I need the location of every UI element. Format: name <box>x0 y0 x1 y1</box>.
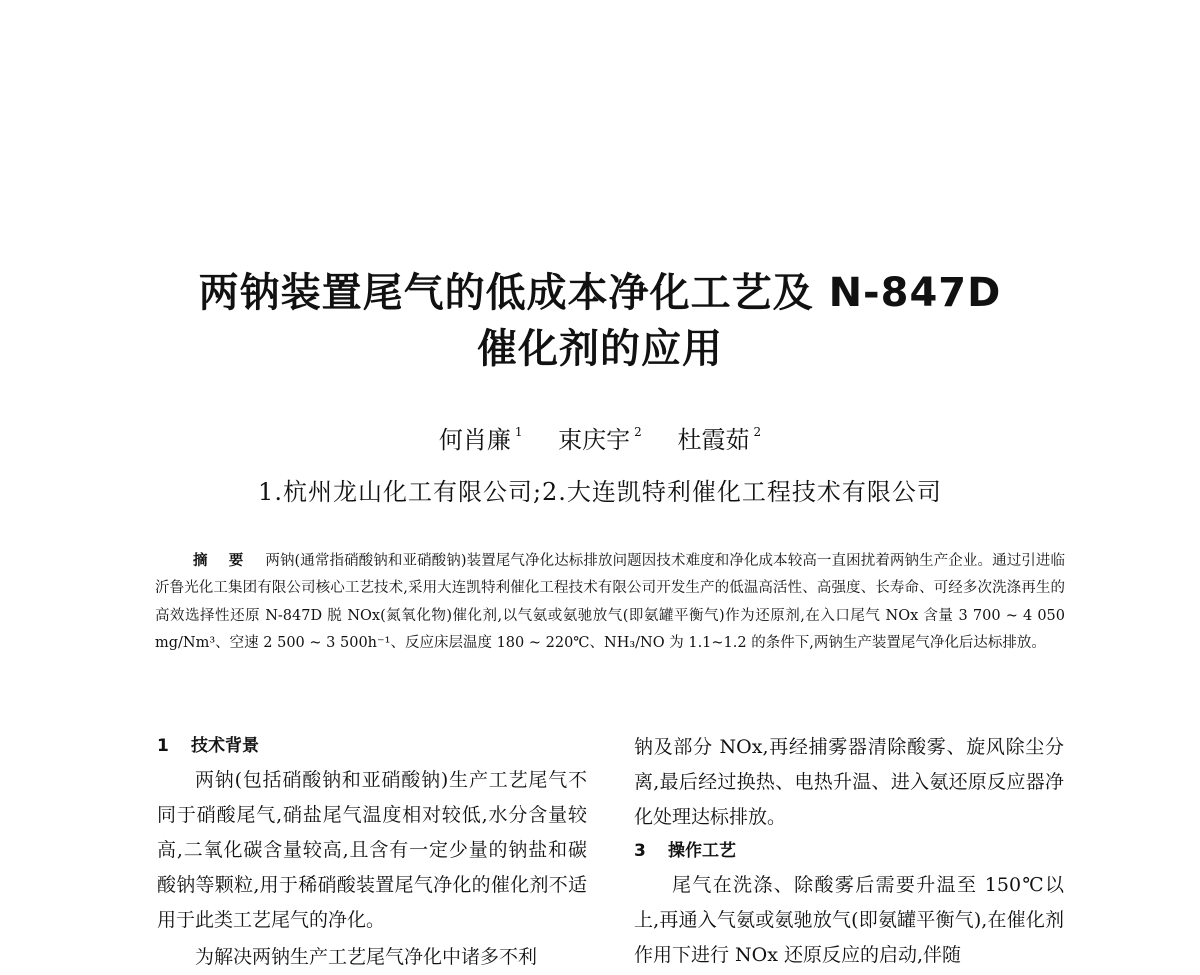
author <box>677 426 761 454</box>
author-affiliation-mark: 2 <box>753 425 762 439</box>
body-paragraph: 两钠(包括硝酸钠和亚硝酸钠)生产工艺尾气不同于硝酸尾气,硝盐尾气温度相对较低,水分含量较高,二氧化碳含量较高,且含有一定少量的钠盐和碳酸钠等颗粒,用于稀硝酸装置尾气净化的催化剂不适用于此类工艺尾气的净化。 <box>157 769 587 931</box>
author-name: 何肖廉 <box>438 426 511 454</box>
author <box>558 426 642 454</box>
author-name: 束庆宇 <box>558 426 631 454</box>
author-affiliation-mark: 2 <box>634 425 642 439</box>
left-column <box>157 730 587 975</box>
body-paragraph: 为解决两钠生产工艺尾气净化中诸多不利 <box>195 946 538 968</box>
abstract-label: 摘 要 <box>193 552 252 569</box>
section-number: 3 <box>634 841 646 861</box>
body-paragraph: 尾气在洗涤、除酸雾后需要升温至 150℃以上,再通入气氨或氨驰放气(即氨罐平衡气),在催化剂作用下进行 NOx 还原反应的启动,伴随 <box>634 874 1064 966</box>
paper-title-line-1: 两钠装置尾气的低成本净化工艺及 N-847D <box>198 270 1002 316</box>
author <box>439 426 523 454</box>
body-paragraph-continued: 钠及部分 NOx,再经捕雾器清除酸雾、旋风除尘分离,最后经过换热、电热升温、进入氨还原反应器净化处理达标排放。 <box>634 736 1064 828</box>
section-title: 技术背景 <box>191 736 259 756</box>
section-number: 1 <box>157 736 169 756</box>
author-list <box>0 425 1200 454</box>
section-heading <box>157 730 587 763</box>
abstract-text: 两钠(通常指硝酸钠和亚硝酸钠)装置尾气净化达标排放问题因技术难度和净化成本较高一直困扰着两钠生产企业。通过引进临沂鲁光化工集团有限公司核心工艺技术,采用大连凯特利催化工程技术有限公司开发生产的低温高活性、高强度、长寿命、可经多次洗涤再生的高效选择性还原 N-847D 脱 NOx(氮氧化物)催化剂,以气氨或氨驰放气(即氨罐平衡气)作为还原剂,在入口尾气 NOx 含量 3 700 ~ 4 050 mg/Nm³、空速 2 500 ~ 3 500h⁻¹、反应床层温度 180 ~ 220℃、NH₃/NO 为 1.1~1.2 的条件下,两钠生产装置尾气净化后达标排放。 <box>155 553 1065 652</box>
section-heading <box>634 835 1064 868</box>
paper-title-line-2: 催化剂的应用 <box>477 326 723 372</box>
right-column <box>634 730 1064 973</box>
affiliations: 1.杭州龙山化工有限公司;2.大连凯特利催化工程技术有限公司 <box>258 478 942 506</box>
author-affiliation-mark: 1 <box>514 425 523 439</box>
abstract <box>155 547 1065 658</box>
section-title: 操作工艺 <box>668 841 736 861</box>
author-name: 杜霞茹 <box>677 426 750 454</box>
